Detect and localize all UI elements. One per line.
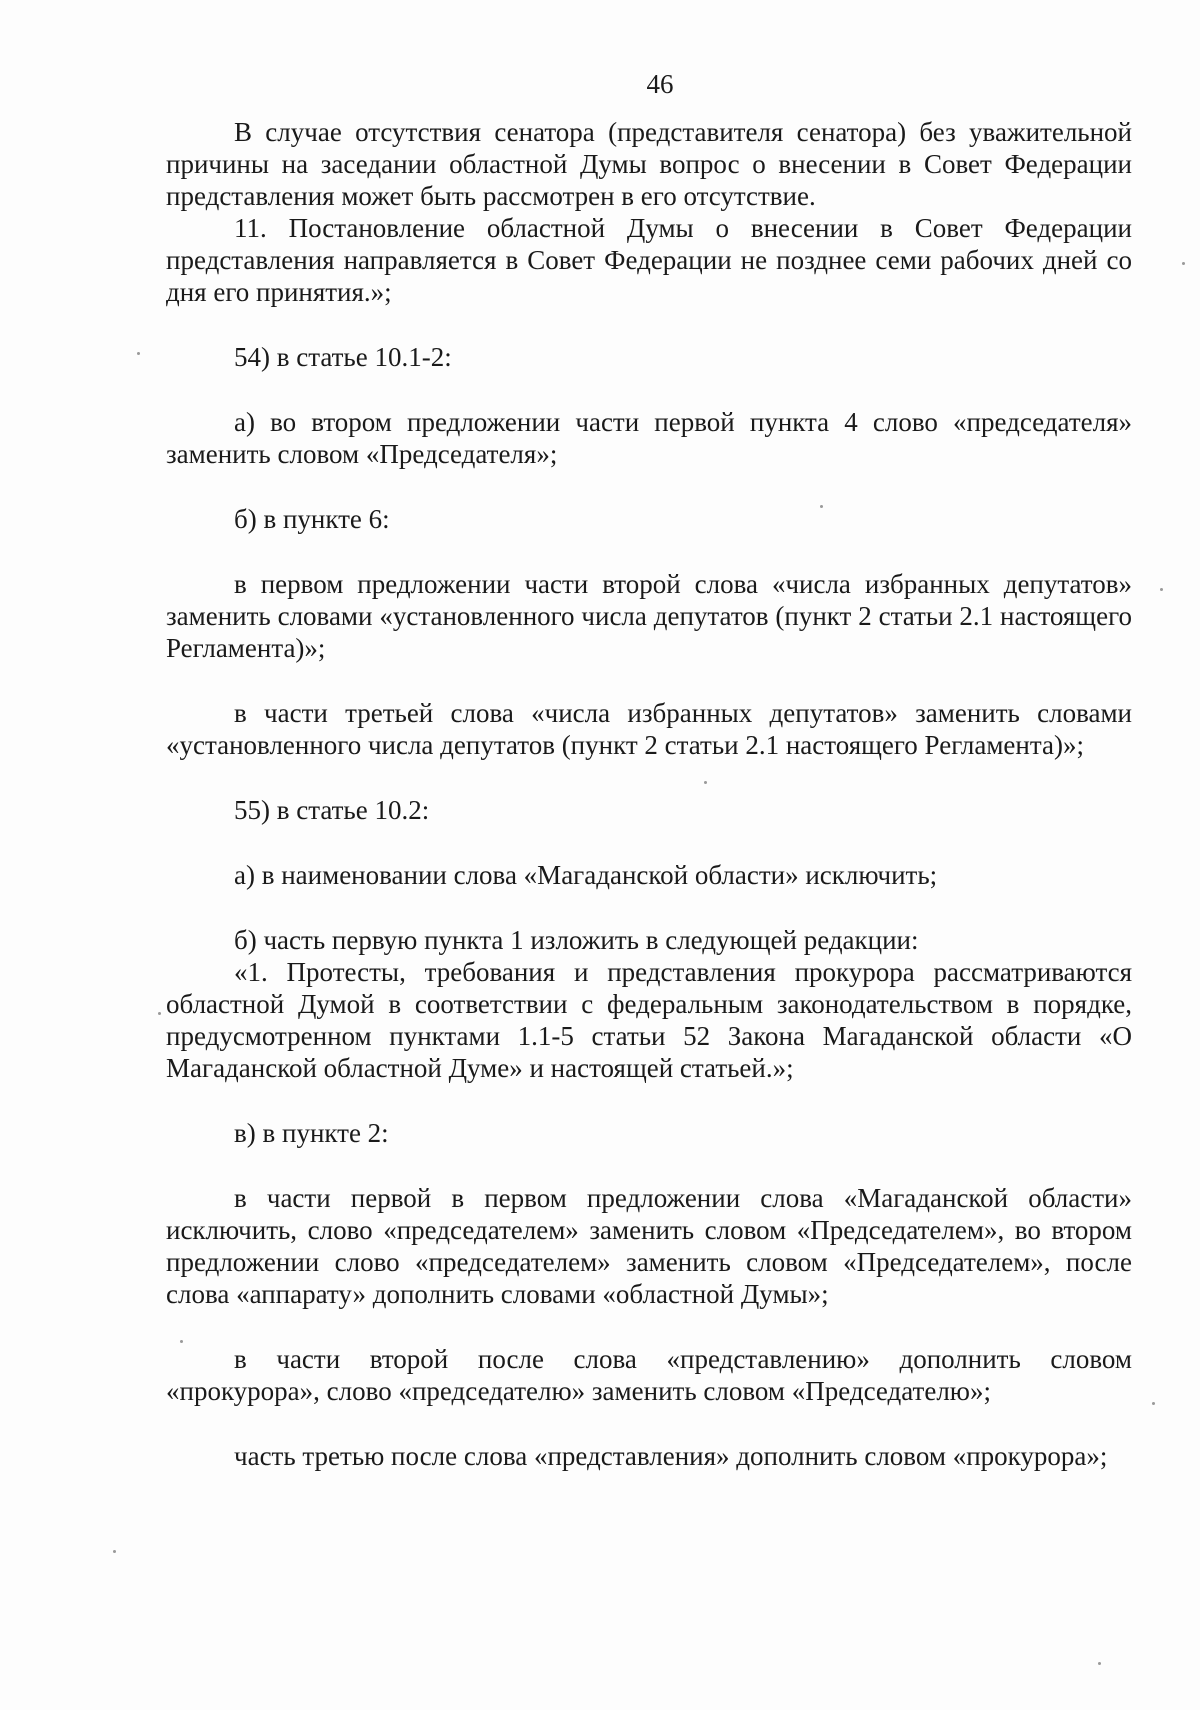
paragraph-item-11: 11. Постановление областной Думы о внесении в Совет Федерации представления направляется в Совет Федерации не позднее семи рабочих дней со дня его принятия.»; [166,213,1132,307]
paragraph-55-a: а) в наименовании слова «Магаданской области» исключить; [234,860,938,890]
paragraph-54-b-part-two: в первом предложении части второй слова «числа избранных депутатов» заменить словами «установленного числа депутатов (пункт 2 статьи 2.1 настоящего Регламента)»; [166,569,1132,663]
document-body [166,116,1132,1472]
scan-speck [180,1340,183,1343]
paragraph-55-v-part-one: в части первой в первом предложении слова «Магаданской области» исключить, слово «председателем» заменить словом «Председателем», во втором предложении слово «председателем» заменить словом «Председателем», после слова «аппарату» дополнить словами «областной Думы»; [166,1183,1132,1309]
scan-speck [820,505,823,508]
scan-speck [1098,1662,1101,1665]
paragraph-54-b-part-three: в части третьей слова «числа избранных депутатов» заменить словами «установленного числа депутатов (пункт 2 статьи 2.1 настоящего Регламента)»; [166,698,1132,760]
paragraph-amendment-54: 54) в статье 10.1-2: [234,342,452,372]
scan-speck [1152,1402,1155,1405]
scan-speck [1182,262,1185,265]
page-number: 46 [646,69,674,99]
paragraph-54-b: б) в пункте 6: [234,504,390,534]
scan-speck [1160,588,1163,591]
paragraph-55-b: б) часть первую пункта 1 изложить в следующей редакции: [234,925,919,955]
scan-speck [137,352,140,355]
scan-speck [158,1012,161,1015]
paragraph-55-b-new-text: «1. Протесты, требования и представления прокурора рассматриваются областной Думой в соответствии с федеральным законодательством в порядке, предусмотренном пунктами 1.1-5 статьи 52 Закона Магаданской области «О Магаданской областной Думе» и настоящей статьей.»; [166,957,1132,1083]
paragraph-amendment-55: 55) в статье 10.2: [234,795,430,825]
paragraph-55-v-part-two: в части второй после слова «представлению» дополнить словом «прокурора», слово «председателю» заменить словом «Председателю»; [166,1344,1132,1406]
paragraph-senator-absence: В случае отсутствия сенатора (представителя сенатора) без уважительной причины на заседании областной Думы вопрос о внесении в Совет Федерации представления может быть рассмотрен в его отсутствие. [166,117,1132,211]
paragraph-55-v: в) в пункте 2: [234,1118,389,1148]
scan-speck [113,1550,116,1553]
scan-speck [704,781,707,784]
paragraph-55-v-part-three: часть третью после слова «представления» дополнить словом «прокурора»; [234,1441,1108,1471]
paragraph-54-a: а) во втором предложении части первой пункта 4 слово «председателя» заменить словом «Председателя»; [166,407,1132,469]
